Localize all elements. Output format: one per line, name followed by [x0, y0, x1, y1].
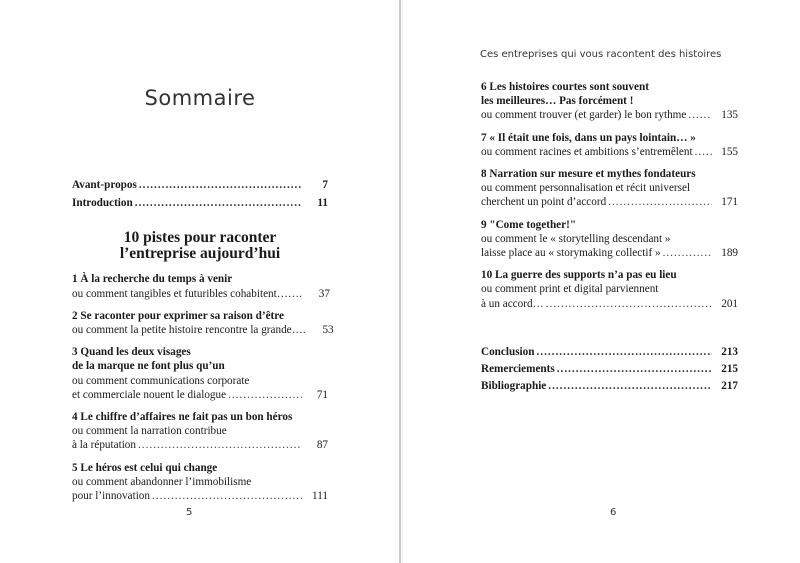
toc-left	[72, 178, 334, 511]
dot-leader	[688, 108, 712, 122]
page-number: 201	[721, 297, 738, 310]
page-number: 53	[322, 324, 334, 337]
dot-leader	[536, 345, 712, 359]
toc-entry-label: Introduction	[72, 197, 133, 210]
toc-chapter-3[interactable]	[72, 345, 328, 402]
chapter-heading: 7 « Il était une fois, dans un pays lointain… »	[481, 131, 696, 144]
page-number: 171	[721, 196, 738, 209]
chapter-heading: de la marque ne font plus qu’un	[72, 360, 225, 373]
chapter-heading: 5 Le héros est celui qui change	[72, 461, 218, 474]
toc-chapter-8[interactable]	[481, 167, 738, 210]
chapter-subtitle: ou comment la narration contribue	[72, 425, 227, 438]
page-number: 37	[318, 287, 330, 300]
toc-right	[481, 80, 738, 396]
chapter-subtitle: ou comment trouver (et garder) le bon rythme	[481, 109, 687, 122]
toc-chapter-10[interactable]	[481, 268, 738, 311]
page-number: 7	[322, 179, 328, 191]
chapter-subtitle: ou comment le « storytelling descendant »	[481, 232, 671, 245]
toc-chapter-6[interactable]	[481, 80, 738, 123]
toc-entry-introduction[interactable]	[72, 196, 328, 210]
toc-chapter-2[interactable]	[72, 309, 334, 337]
dot-leader	[557, 362, 712, 376]
toc-entry-bibliographie[interactable]	[481, 379, 738, 393]
page-number: 217	[721, 380, 738, 393]
dot-leader	[546, 297, 712, 311]
chapter-subtitle: ou comment personnalisation et récit universel	[481, 182, 691, 195]
chapter-heading: 2 Se raconter pour exprimer sa raison d’être	[72, 309, 285, 322]
page-number: 111	[312, 490, 328, 503]
chapter-subtitle: pour l’innovation	[72, 490, 150, 503]
chapter-heading: 4 Le chiffre d’affaires ne fait pas un bon héros	[72, 411, 293, 424]
folio-right: 6	[610, 507, 617, 518]
chapter-subtitle: ou comment print et digital parviennent	[481, 283, 659, 296]
chapter-subtitle: ou comment tangibles et futuribles cohabitent…….	[72, 287, 302, 300]
chapter-subtitle: ou comment la petite histoire rencontre la grande….	[72, 324, 306, 337]
dot-leader	[139, 178, 302, 192]
page-number: 71	[316, 388, 328, 401]
toc-entry-label: Avant-propos	[72, 179, 137, 191]
chapter-heading: 6 Les histoires courtes sont souvent	[481, 81, 649, 93]
dot-leader	[548, 379, 712, 393]
chapter-heading: 3 Quand les deux visages	[72, 346, 191, 359]
page-number: 189	[721, 247, 738, 260]
dot-leader	[663, 246, 712, 260]
book-gutter	[399, 0, 401, 563]
part-title	[72, 230, 328, 262]
toc-entry-conclusion[interactable]	[481, 345, 738, 359]
running-head: Ces entreprises qui vous racontent des histoires	[480, 49, 722, 60]
chapter-heading: 9 "Come together!"	[481, 218, 577, 231]
dot-leader	[695, 145, 712, 159]
dot-leader	[608, 195, 712, 209]
part-title-line: 10 pistes pour raconter	[123, 229, 277, 247]
chapter-heading: 10 La guerre des supports n’a pas eu lieu	[481, 269, 677, 282]
dot-leader	[135, 196, 302, 210]
page-title: Sommaire	[144, 86, 256, 110]
toc-chapter-4[interactable]	[72, 410, 328, 453]
chapter-subtitle: à un accord…	[481, 297, 544, 310]
page-number: 213	[721, 345, 738, 358]
toc-chapter-1[interactable]	[72, 272, 328, 300]
chapter-subtitle: cherchent un point d’accord	[481, 196, 607, 209]
toc-chapter-9[interactable]	[481, 218, 738, 261]
chapter-heading: les meilleures… Pas forcément !	[481, 95, 634, 108]
toc-chapter-5[interactable]	[72, 461, 328, 504]
dot-leader	[138, 438, 302, 452]
toc-chapter-7[interactable]	[481, 131, 738, 159]
book-gutter-shadow	[402, 0, 403, 563]
chapter-subtitle: ou comment abandonner l’immobilisme	[72, 475, 252, 488]
page-number: 11	[317, 197, 328, 210]
dot-leader	[152, 489, 302, 503]
page-number: 87	[316, 439, 328, 452]
toc-entry-remerciements[interactable]	[481, 362, 738, 376]
page-number: 135	[721, 109, 738, 122]
chapter-heading: 1 À la recherche du temps à venir	[72, 273, 233, 286]
chapter-subtitle: à la réputation	[72, 439, 136, 452]
toc-entry-avant-propos[interactable]	[72, 178, 328, 192]
toc-entry-label: Bibliographie	[481, 380, 547, 393]
chapter-subtitle: ou comment communications corporate	[72, 374, 250, 387]
toc-entry-label: Remerciements	[481, 363, 555, 376]
toc-entry-label: Conclusion	[481, 345, 535, 358]
back-matter	[481, 345, 738, 394]
chapter-subtitle: ou comment racines et ambitions s’entremêlent	[481, 145, 693, 158]
chapter-heading: 8 Narration sur mesure et mythes fondateurs	[481, 168, 696, 181]
page-number: 155	[721, 145, 738, 158]
chapter-subtitle: et commerciale nouent le dialogue	[72, 388, 227, 401]
dot-leader	[228, 388, 302, 402]
part-title-line: l’entreprise aujourd’hui	[119, 245, 281, 263]
page-number: 215	[721, 363, 738, 376]
folio-left: 5	[186, 507, 193, 518]
chapter-subtitle: laisse place au « storymaking collectif »	[481, 247, 661, 260]
